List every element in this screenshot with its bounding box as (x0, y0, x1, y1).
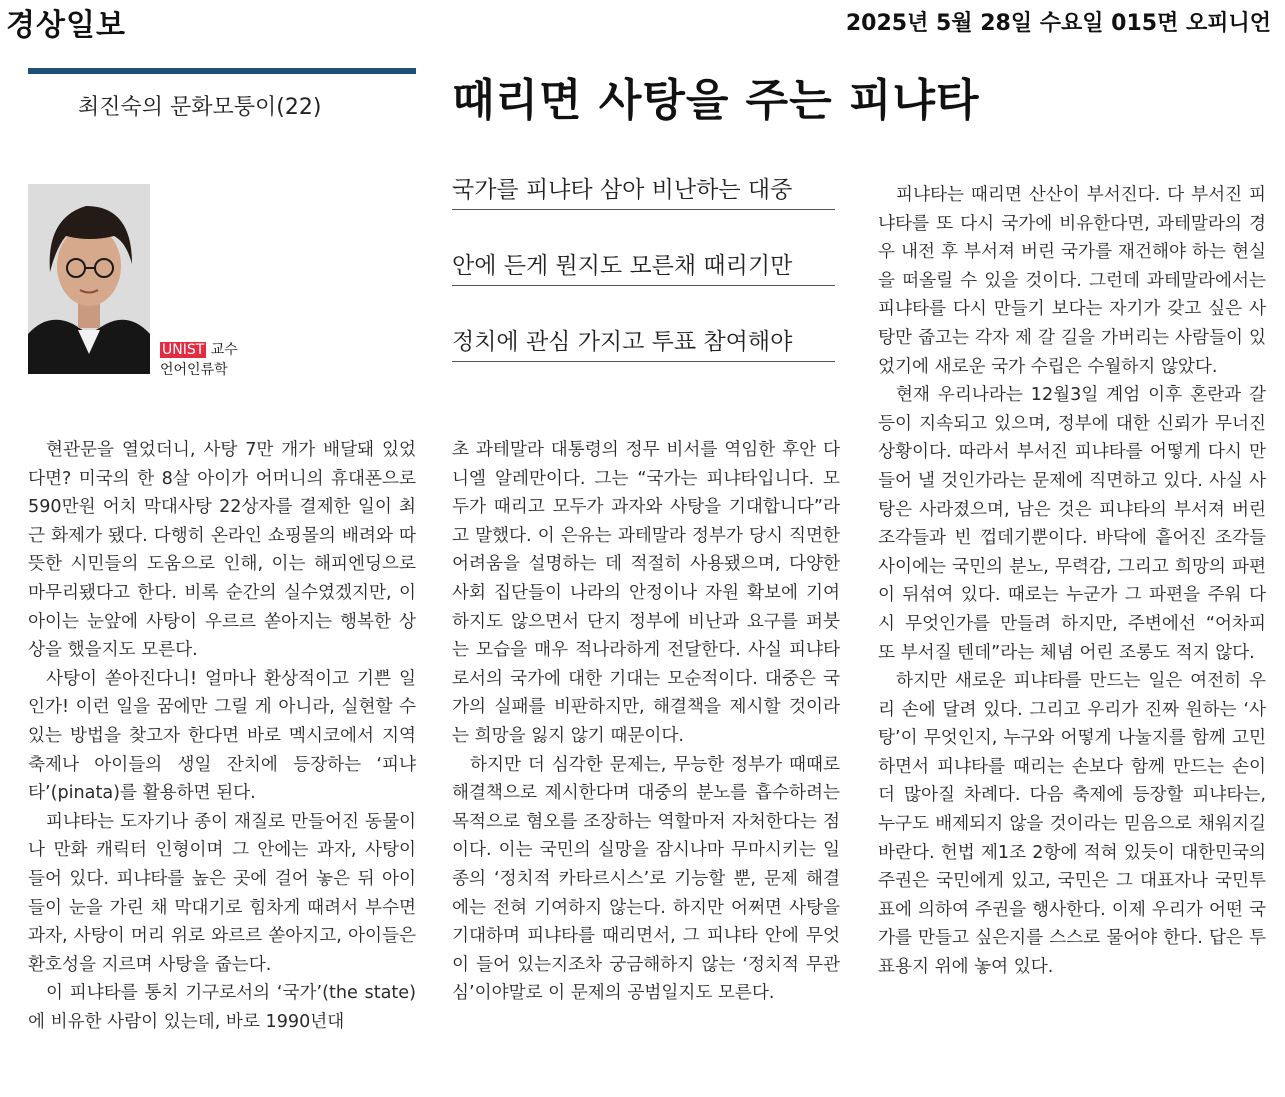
paragraph: 이 피냐타를 통치 기구로서의 ‘국가’(the state)에 비유한 사람이 있는데, 바로 1990년대 (28, 983, 416, 1032)
author-org: UNIST (162, 342, 205, 358)
paragraph: 피냐타는 때리면 산산이 부서진다. 다 부서진 피냐타를 또 다시 국가에 비유한다면, 과테말라의 경우 내전 후 부서져 버린 국가를 재건해야 하는 현실을 떠올릴 수 있을 것이다. 그런데 과테말라에서는 피냐타를 다시 만들기 보다는 자기가 갖고 싶은 사탕만 줍고는 각자 제 갈 길을 가버리는 사람들이 있었기에 새로운 국가 수립은 수월하지 않았다. (878, 185, 1266, 377)
paragraph: 하지만 더 심각한 문제는, 무능한 정부가 때때로 해결책으로 제시한다며 대중의 분노를 흡수하려는 목적으로 혐오를 조장하는 역할마저 자처한다는 점이다. 이는 국민의 실망을 잠시나마 무마시키는 일종의 ‘정치적 카타르시스’로 기능할 뿐, 문제 해결에는 전혀 기여하지 않는다. 하지만 어쩌면 사탕을 기대하며 피냐타를 때리면서, 그 피냐타 안에 무엇이 들어 있는지조차 궁금해하지 않는 ‘정치적 무관심’이야말로 이 문제의 공범일지도 모른다. (452, 754, 840, 1004)
article-column-1 (28, 436, 416, 1036)
headline: 때리면 사탕을 주는 피냐타 (452, 75, 980, 126)
subhead-2: 안에 든게 뭔지도 모른채 때리기만 (452, 248, 835, 286)
author-photo (28, 184, 150, 374)
masthead: 경상일보 (6, 8, 126, 43)
paragraph: 피냐타는 도자기나 종이 재질로 만들어진 동물이나 만화 캐릭터 인형이며 그 안에는 과자, 사탕이 들어 있다. 피냐타를 높은 곳에 걸어 놓은 뒤 아이들이 눈을 가린 채 막대기로 힘차게 때려서 부수면 과자, 사탕이 머리 위로 와르르 쏟아지고, 아이들은 환호성을 지르며 사탕을 줍는다. (28, 811, 416, 975)
paragraph: 초 과테말라 대통령의 정무 비서를 역임한 후안 다니엘 알레만이다. 그는 “국가는 피냐타입니다. 모두가 때리고 모두가 과자와 사탕을 기대합니다”라고 말했다. 이 은유는 과테말라 정부가 당시 직면한 어려움을 설명하는 데 적절히 사용됐으며, 다양한 사회 집단들이 나라의 안정이나 자원 확보에 기여하지도 않으면서 단지 정부에 비난과 요구를 퍼붓는 모습을 매우 적나라하게 전달한다. 사실 피냐타로서의 국가에 대한 기대는 모순적이다. 대중은 국가의 실패를 비판하지만, 해결책을 제시할 것이라는 희망을 잃지 않기 때문이다. (452, 440, 840, 746)
column-rule (28, 68, 416, 74)
author-byline (160, 340, 238, 380)
column-name: 최진숙의 문화모퉁이(22) (78, 95, 322, 120)
subheads (452, 172, 835, 400)
subhead-1: 국가를 피냐타 삼아 비난하는 대중 (452, 172, 835, 210)
paragraph: 하지만 새로운 피냐타를 만드는 일은 여전히 우리 손에 달려 있다. 그리고 우리가 진짜 원하는 ‘사탕’이 무엇인지, 누구와 어떻게 나눌지를 함께 고민하면서 피냐타를 때리는 손보다 함께 만드는 손이 더 많아질 차례다. 다음 축제에 등장할 피냐타는, 누구도 배제되지 않을 것이라는 믿음으로 채워지길 바란다. 헌법 제1조 2항에 적혀 있듯이 대한민국의 주권은 국민에게 있고, 국민은 그 대표자나 국민투표에 의하여 주권을 행사한다. 이제 우리가 어떤 국가를 만들고 싶은지를 스스로 물어야 한다. 답은 투표용지 위에 놓여 있다. (878, 671, 1266, 978)
author-title-line (160, 340, 238, 360)
paragraph: 사탕이 쏟아진다니! 얼마나 환상적이고 기쁜 일인가! 이런 일을 꿈에만 그릴 게 아니라, 실현할 수 있는 방법을 찾고자 한다면 바로 멕시코에서 지역 축제나 아이들의 생일 잔치에 등장하는 ‘피냐타’(pinata)를 활용하면 된다. (28, 668, 416, 804)
paragraph: 현재 우리나라는 12월3일 계엄 이후 혼란과 갈등이 지속되고 있으며, 정부에 대한 신뢰가 무너진 상황이다. 따라서 부서진 피냐타를 어떻게 다시 만들어 낼 것인가라는 문제에 직면하고 있다. 사실 사탕은 사라졌으며, 남은 것은 피냐타의 부서져 버린 조각들과 빈 껍데기뿐이다. 바닥에 흩어진 조각들 사이에는 국민의 분노, 무력감, 그리고 희망의 파편이 뒤섞여 있다. 때로는 누군가 그 파편을 주워 다시 무엇인가를 만들려 하지만, 주변에선 “어차피 또 부서질 텐데”라는 체념 어린 조롱도 적지 않다. (878, 385, 1266, 663)
subhead-3: 정치에 관심 가지고 투표 참여해야 (452, 324, 835, 362)
article-column-3 (878, 181, 1266, 982)
paragraph: 현관문을 열었더니, 사탕 7만 개가 배달돼 있었다면? 미국의 한 8살 아이가 어머니의 휴대폰으로 590만원 어치 막대사탕 22상자를 결제한 일이 최근 화제가 됐다. 다행히 온라인 쇼핑몰의 배려와 따뜻한 시민들의 도움으로 인해, 이는 해피엔딩으로 마무리됐다고 한다. 비록 순간의 실수였겠지만, 이 아이는 눈앞에 사탕이 우르르 쏟아지는 행복한 상상을 했을지도 모른다. (28, 440, 416, 661)
author-dept: 언어인류학 (160, 362, 228, 378)
dateline: 2025년 5월 28일 수요일 015면 오피니언 (845, 11, 1271, 36)
author-title: 교수 (210, 342, 238, 358)
portrait-image (28, 184, 150, 374)
article-column-2 (452, 436, 840, 1008)
